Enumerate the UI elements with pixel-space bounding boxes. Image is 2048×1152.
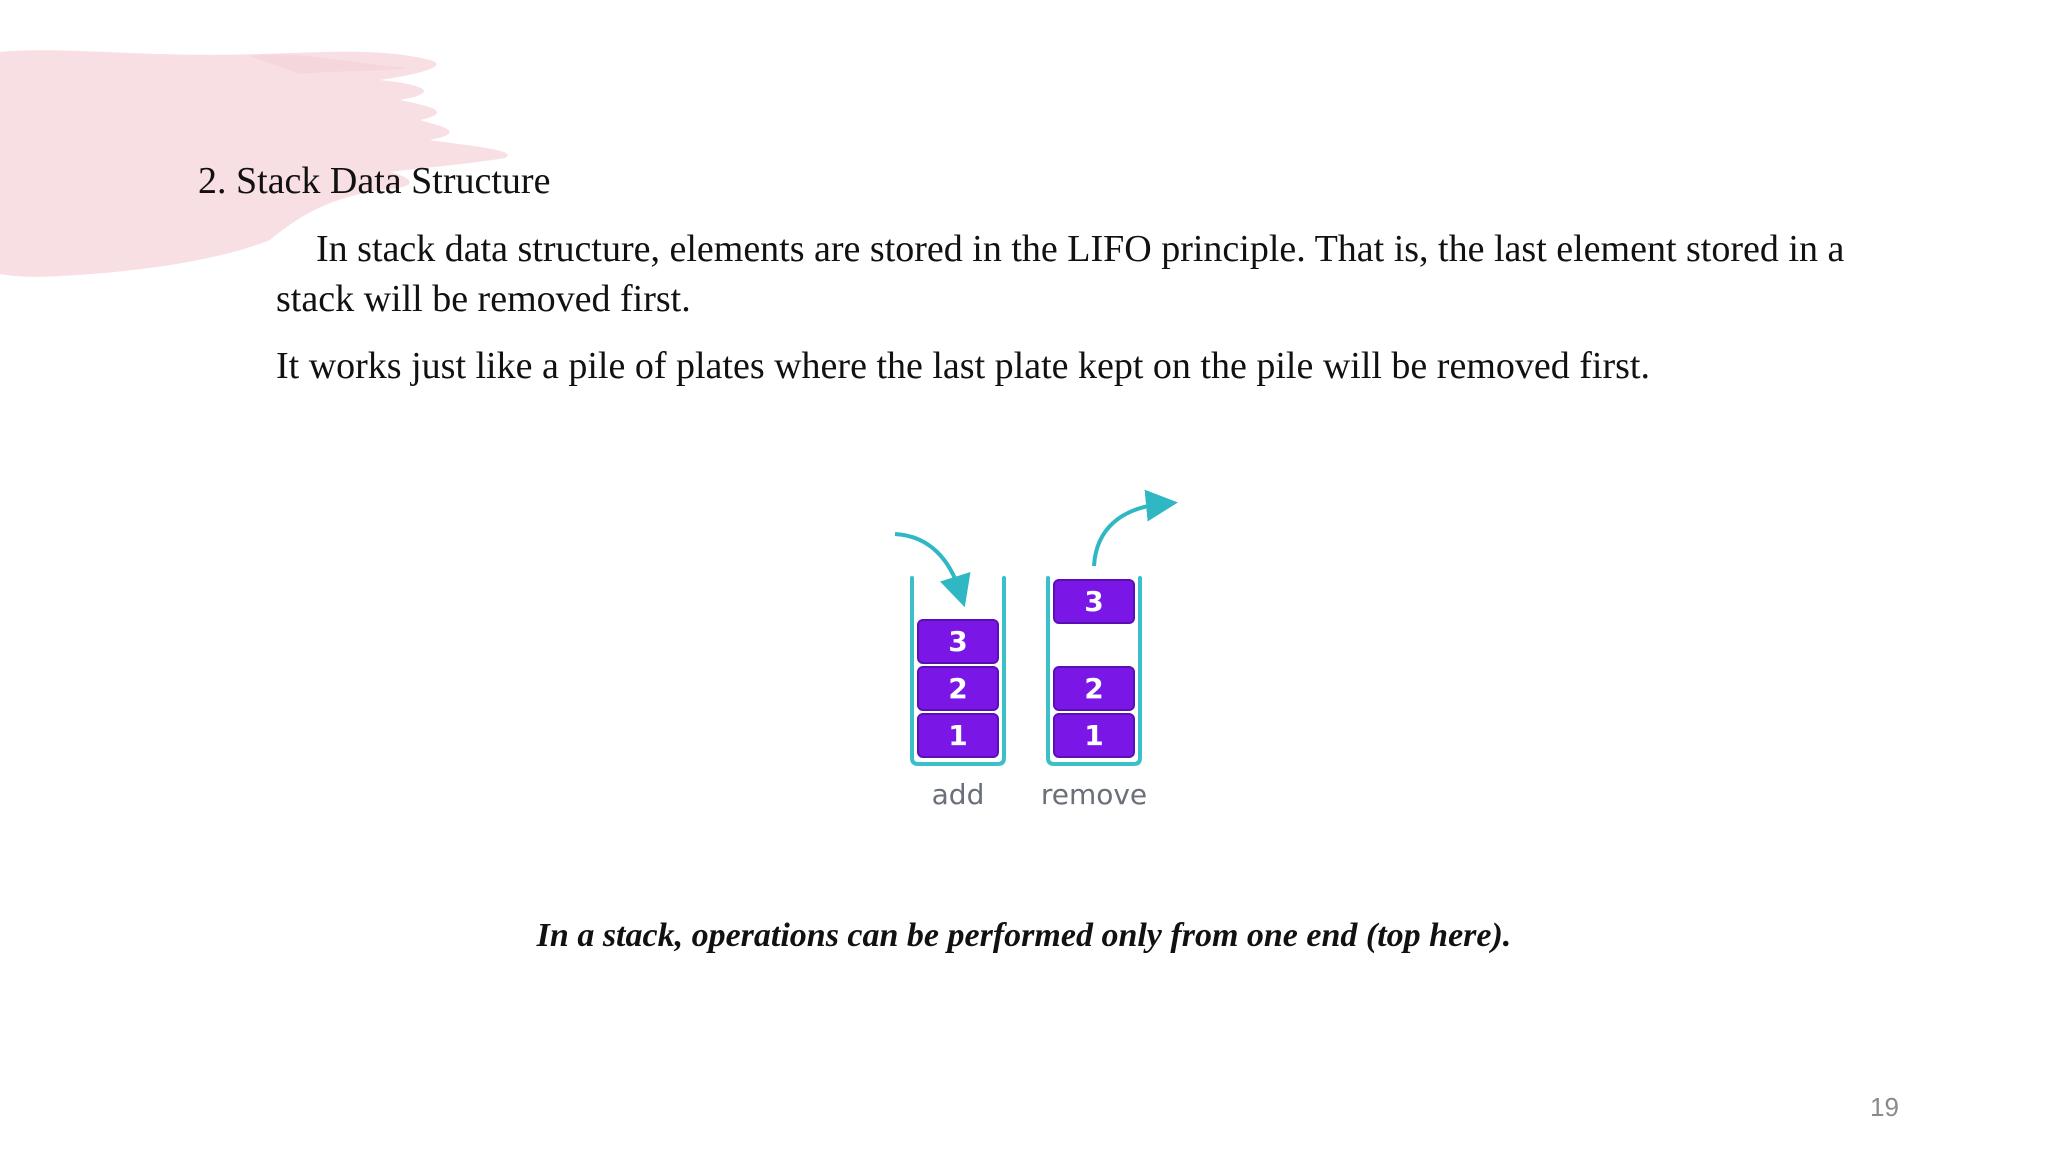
add-stack-block-middle xyxy=(918,667,998,710)
add-arrow-icon xyxy=(895,534,960,592)
remove-stack-block-bottom xyxy=(1054,714,1134,757)
block-label: 1 xyxy=(1084,719,1104,752)
section-heading: 2. Stack Data Structure xyxy=(198,160,551,202)
block-label: 3 xyxy=(1084,585,1104,618)
page-number: 19 xyxy=(1870,1092,1899,1122)
block-label: 2 xyxy=(1084,672,1104,705)
block-label: 1 xyxy=(948,719,968,752)
stack-diagram xyxy=(880,480,1200,820)
remove-arrow-icon xyxy=(1094,504,1162,566)
remove-stack xyxy=(1041,504,1162,811)
remove-stack-popped-block xyxy=(1054,580,1134,623)
remove-stack-block-middle xyxy=(1054,667,1134,710)
add-label: add xyxy=(931,778,985,811)
block-label: 3 xyxy=(948,625,968,658)
add-stack-block-top xyxy=(918,620,998,663)
paragraph-lifo-definition: In stack data structure, elements are stored in the LIFO principle. That is, the last element stored in a stack will be removed first. xyxy=(276,228,1845,320)
block-label: 2 xyxy=(948,672,968,705)
remove-label: remove xyxy=(1040,778,1148,811)
diagram-caption: In a stack, operations can be performed only from one end (top here). xyxy=(536,917,1512,954)
paragraph-plates-analogy: It works just like a pile of plates where the last plate kept on the pile will be removed first. xyxy=(276,345,1650,387)
add-stack xyxy=(895,534,1004,811)
add-stack-block-bottom xyxy=(918,714,998,757)
